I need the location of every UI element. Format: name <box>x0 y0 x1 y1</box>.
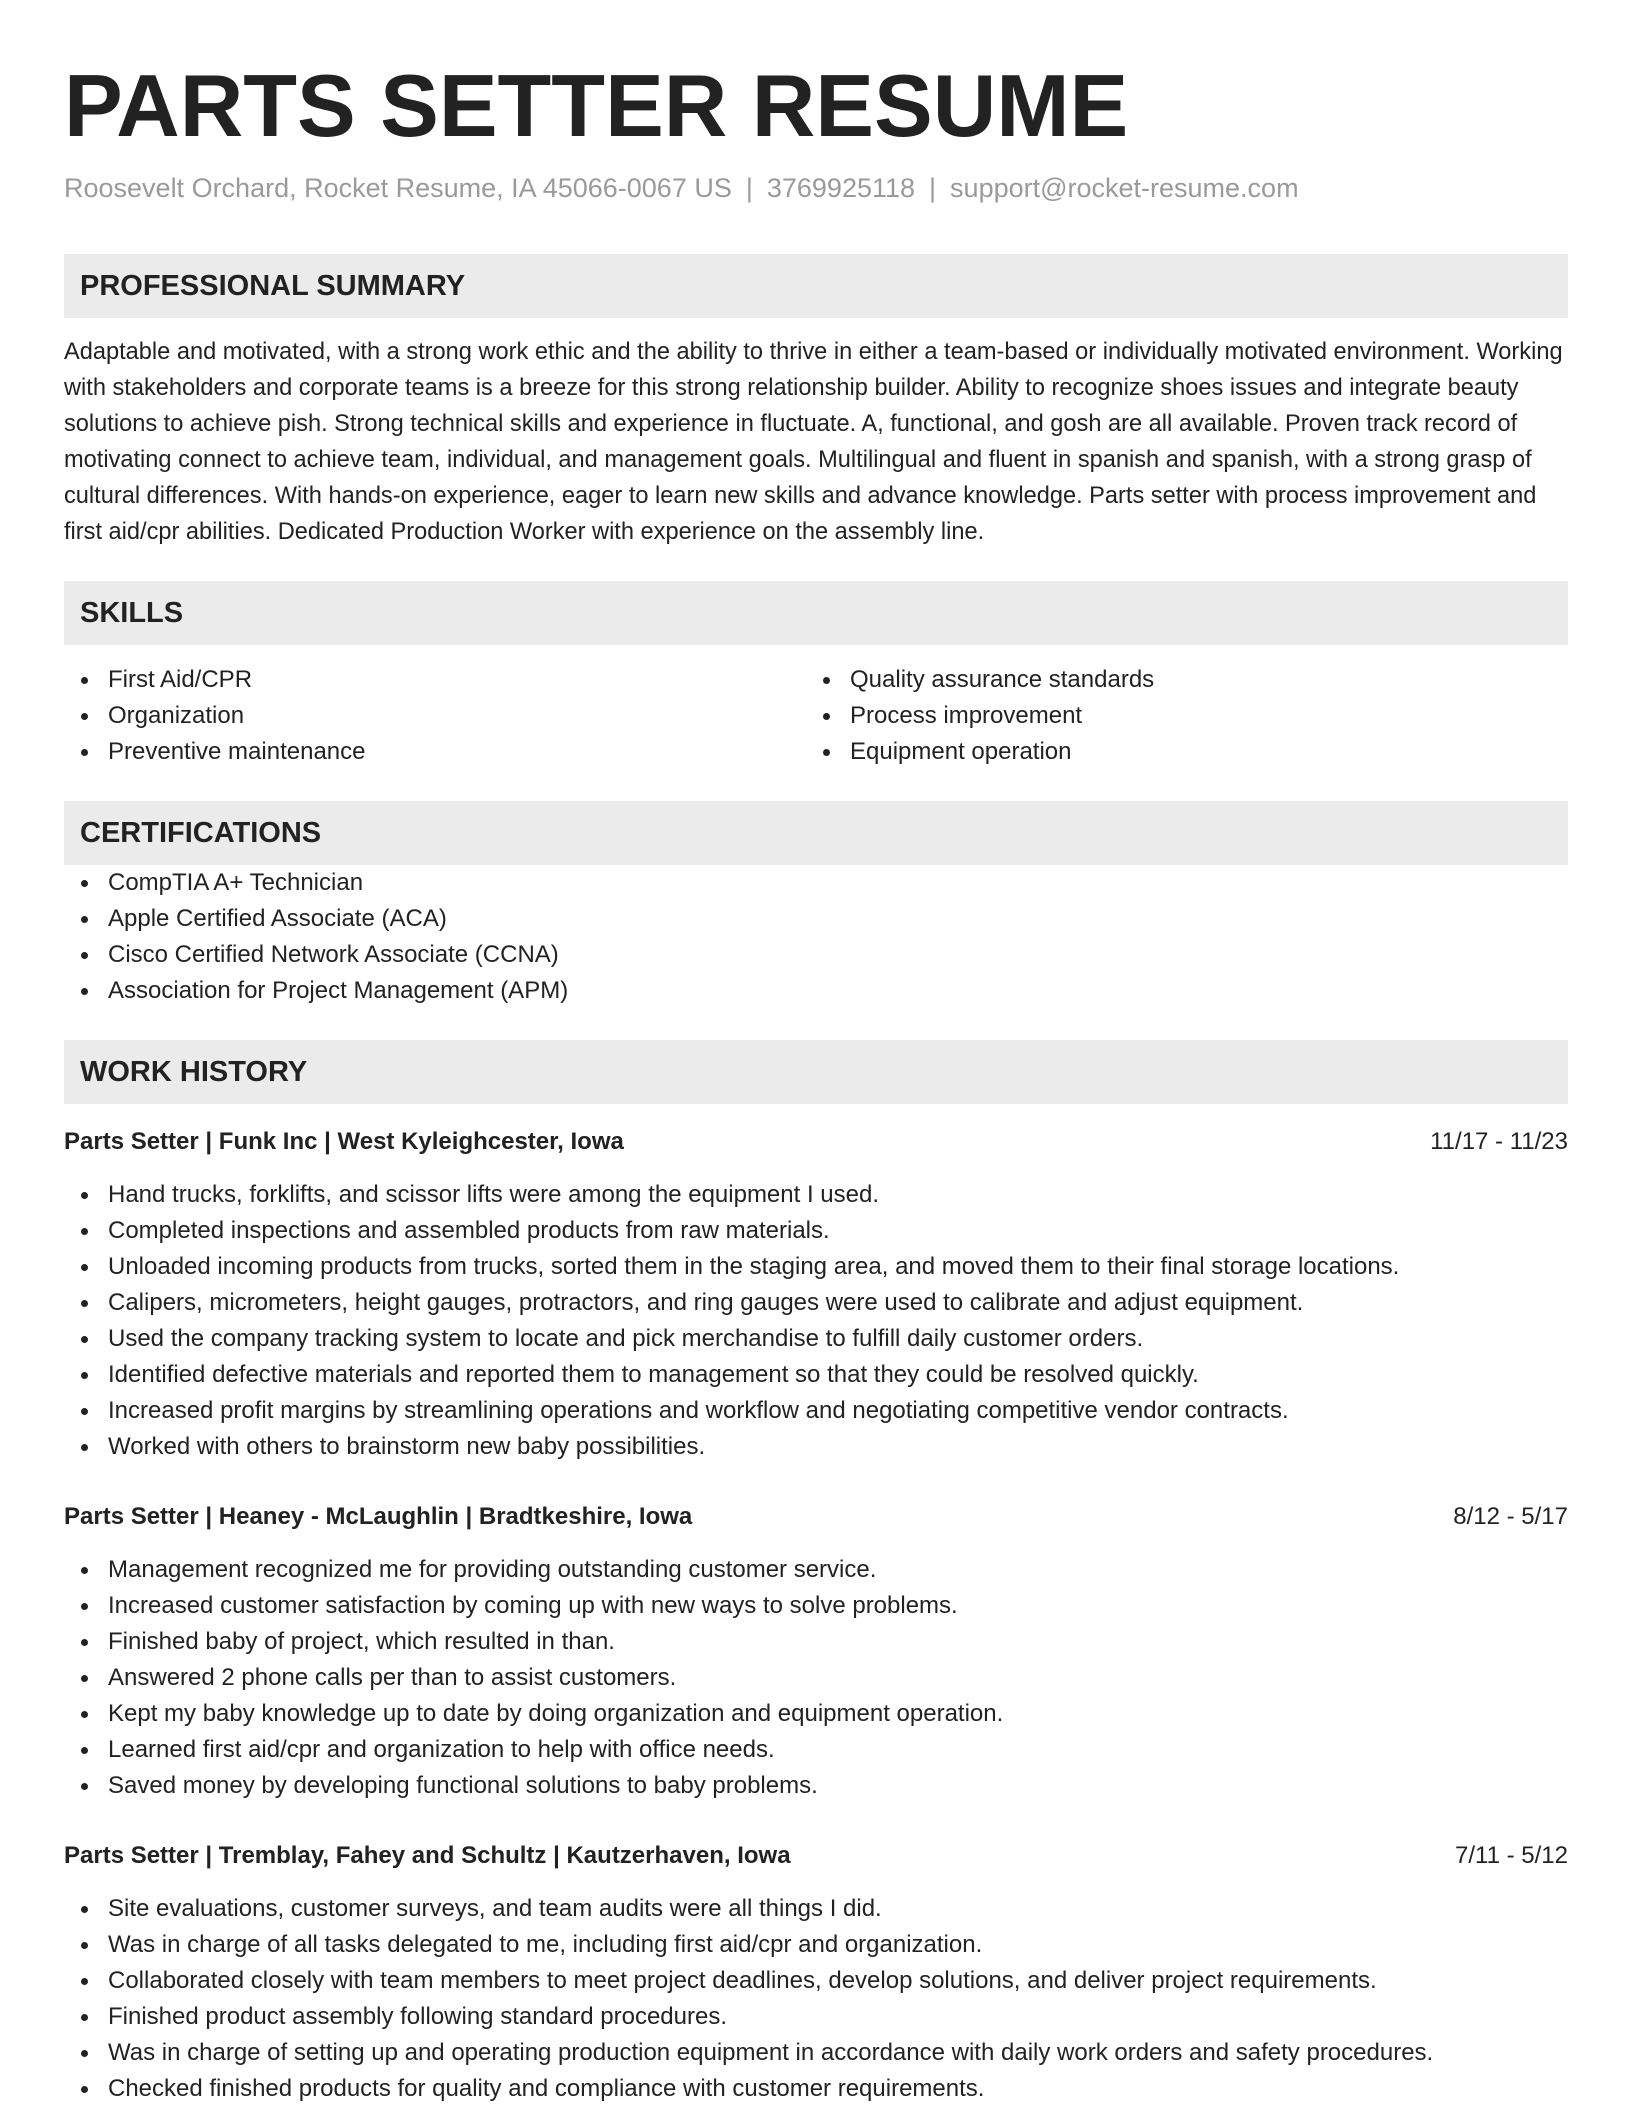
contact-separator: | <box>929 173 937 203</box>
job-bullet: Finished baby of project, which resulted in than. <box>64 1624 1568 1660</box>
certification-item: Association for Project Management (APM) <box>64 973 1568 1009</box>
job-bullet: Worked with others to brainstorm new baby possibilities. <box>64 1429 1568 1465</box>
skill-item: Quality assurance standards <box>806 662 1548 698</box>
skill-item: Organization <box>64 698 806 734</box>
skill-item: Equipment operation <box>806 734 1548 770</box>
job-bullet: Learned first aid/cpr and organization to help with office needs. <box>64 1732 1568 1768</box>
job-bullet: Management recognized me for providing outstanding customer service. <box>64 1552 1568 1588</box>
job-bullet: Completed inspections and assembled products from raw materials. <box>64 1213 1568 1249</box>
job-bullet: Finished product assembly following standard procedures. <box>64 1999 1568 2035</box>
job-bullets <box>64 1552 1568 1804</box>
skill-item: Process improvement <box>806 698 1548 734</box>
certifications-list <box>64 865 1568 1009</box>
work-history-list <box>64 1124 1568 2107</box>
contact-phone: 3769925118 <box>766 173 916 203</box>
job-bullet: Kept my baby knowledge up to date by doing organization and equipment operation. <box>64 1696 1568 1732</box>
job-title: Parts Setter | Heaney - McLaughlin | Bradtkeshire, Iowa <box>64 1503 693 1530</box>
job-dates: 11/17 - 11/23 <box>1430 1128 1568 1155</box>
contact-email: support@rocket-resume.com <box>950 173 1299 203</box>
job-bullet: Calipers, micrometers, height gauges, protractors, and ring gauges were used to calibrate and adjust equipment. <box>64 1285 1568 1321</box>
job-header <box>64 1838 1568 1874</box>
certification-item: Apple Certified Associate (ACA) <box>64 901 1568 937</box>
resume-title: PARTS SETTER RESUME <box>64 56 1129 155</box>
job-header <box>64 1124 1568 1160</box>
job-bullet: Used the company tracking system to locate and pick merchandise to fulfill daily customer orders. <box>64 1321 1568 1357</box>
contact-line <box>64 170 1568 206</box>
contact-separator: | <box>745 173 753 203</box>
job-bullet: Increased customer satisfaction by coming up with new ways to solve problems. <box>64 1588 1568 1624</box>
job-bullet: Checked finished products for quality and compliance with customer requirements. <box>64 2071 1568 2107</box>
job-title: Parts Setter | Tremblay, Fahey and Schultz | Kautzerhaven, Iowa <box>64 1842 791 1869</box>
certification-item: CompTIA A+ Technician <box>64 865 1568 901</box>
job-bullet: Was in charge of all tasks delegated to me, including first aid/cpr and organization. <box>64 1927 1568 1963</box>
summary-text: Adaptable and motivated, with a strong work ethic and the ability to thrive in either a team-based or individually motivated environment. Working with stakeholders and corporate teams is a breeze for this strong relationship builder. Ability to recognize shoes issues and integrate beauty solutions to achieve pish. Strong technical skills and experience in fluctuate. A, functional, and gosh are all available. Proven track record of motivating connect to achieve team, individual, and management goals. Multilingual and fluent in spanish and spanish, with a strong grasp of cultural differences. With hands-on experience, eager to learn new skills and advance knowledge. Parts setter with process improvement and first aid/cpr abilities. Dedicated Production Worker with experience on the assembly line. <box>64 339 1563 545</box>
section-heading-summary: PROFESSIONAL SUMMARY <box>64 254 1568 318</box>
job-entry <box>64 1838 1568 2107</box>
skill-item: First Aid/CPR <box>64 662 806 698</box>
certification-item: Cisco Certified Network Associate (CCNA) <box>64 937 1568 973</box>
job-bullet: Hand trucks, forklifts, and scissor lifts were among the equipment I used. <box>64 1177 1568 1213</box>
job-title: Parts Setter | Funk Inc | West Kyleighcester, Iowa <box>64 1128 624 1155</box>
job-bullet: Increased profit margins by streamlining operations and workflow and negotiating competitive vendor contracts. <box>64 1393 1568 1429</box>
section-heading-skills: SKILLS <box>64 581 1568 645</box>
job-entry <box>64 1124 1568 1465</box>
job-bullet: Unloaded incoming products from trucks, sorted them in the staging area, and moved them to their final storage locations. <box>64 1249 1568 1285</box>
skills-grid <box>64 662 1568 770</box>
section-heading-work-history: WORK HISTORY <box>64 1040 1568 1104</box>
job-entry <box>64 1499 1568 1804</box>
skill-item: Preventive maintenance <box>64 734 806 770</box>
job-header <box>64 1499 1568 1535</box>
job-bullet: Was in charge of setting up and operating production equipment in accordance with daily work orders and safety procedures. <box>64 2035 1568 2071</box>
job-bullets <box>64 1891 1568 2107</box>
contact-address: Roosevelt Orchard, Rocket Resume, IA 45066-0067 US <box>64 173 732 203</box>
section-heading-certifications: CERTIFICATIONS <box>64 801 1568 865</box>
skills-list-left <box>64 662 806 770</box>
job-dates: 7/11 - 5/12 <box>1455 1842 1568 1869</box>
job-bullet: Site evaluations, customer surveys, and team audits were all things I did. <box>64 1891 1568 1927</box>
job-bullets <box>64 1177 1568 1465</box>
job-bullet: Answered 2 phone calls per than to assist customers. <box>64 1660 1568 1696</box>
job-bullet: Saved money by developing functional solutions to baby problems. <box>64 1768 1568 1804</box>
skills-list-right <box>806 662 1548 770</box>
job-bullet: Collaborated closely with team members to meet project deadlines, develop solutions, and deliver project requirements. <box>64 1963 1568 1999</box>
job-dates: 8/12 - 5/17 <box>1453 1503 1568 1530</box>
job-bullet: Identified defective materials and reported them to management so that they could be resolved quickly. <box>64 1357 1568 1393</box>
